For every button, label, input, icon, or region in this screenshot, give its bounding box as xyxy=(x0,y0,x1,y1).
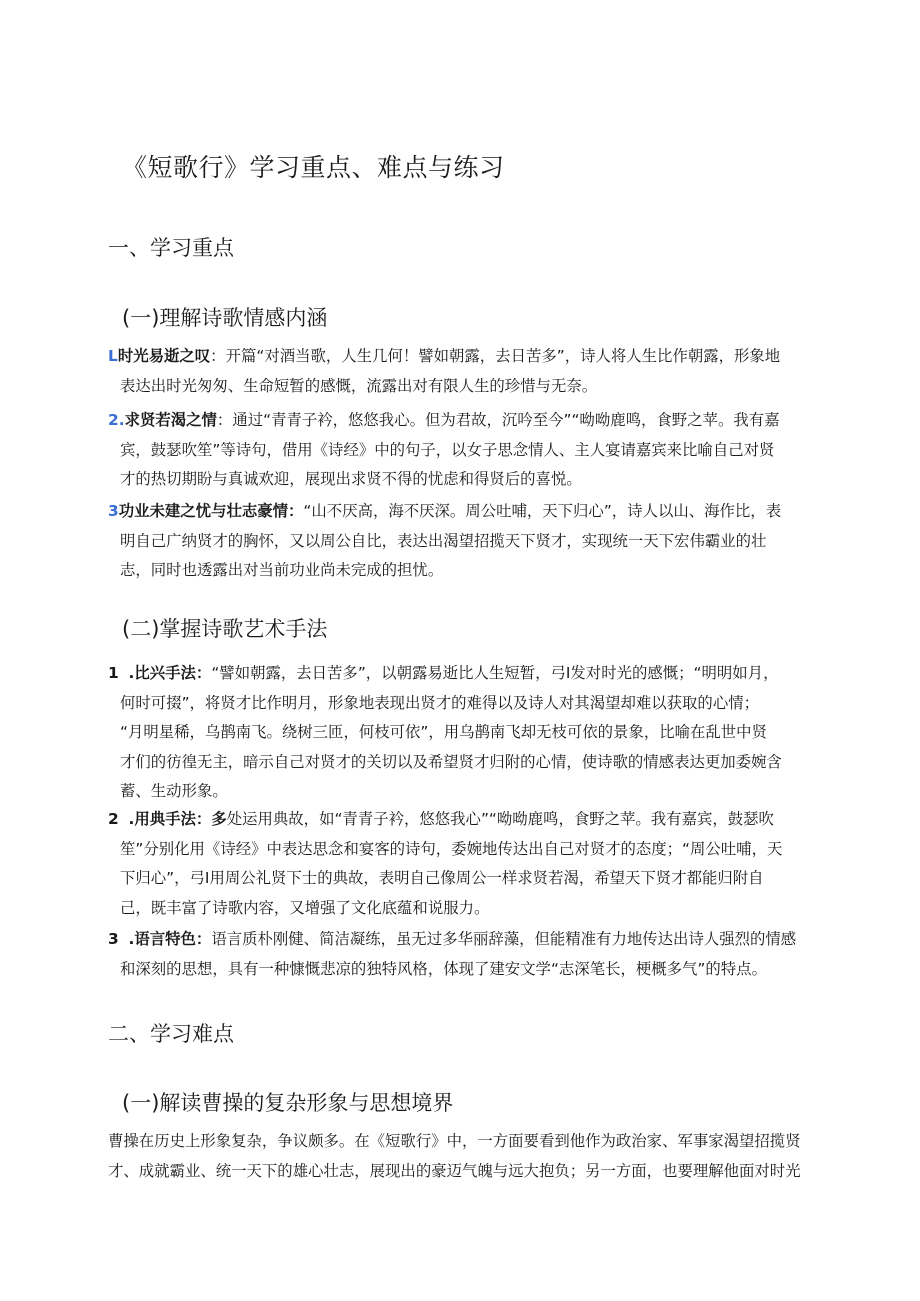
list-item xyxy=(108,497,808,586)
item-text: 笙”分别化用《诗经》中表达思念和宴客的诗句，委婉地传达出自己对贤才的态度；“周公吐哺，天 xyxy=(120,839,783,858)
item-text: 才的热切期盼与真诚欢迎，展现出求贤不得的忧虑和得贤后的喜悦。 xyxy=(120,470,582,488)
item-term: .用典手法：多 xyxy=(128,810,227,828)
item-number: 2 xyxy=(108,810,119,828)
item-text: 明自己广纳贤才的胸怀，又以周公自比，表达出渴望招揽天下贤才，实现统一天下宏伟霸业的壮 xyxy=(120,531,767,550)
item-number: 1 xyxy=(108,664,119,682)
item-text: 和深刻的思想，具有一种慷慨悲凉的独特风格，体现了建安文学“志深笔长，梗概多气”的特点。 xyxy=(120,959,767,978)
item-term: .语言特色： xyxy=(128,930,212,948)
section1-sub2-heading: (二)掌握诗歌艺术手法 xyxy=(122,617,328,641)
paragraph xyxy=(108,1127,818,1186)
paragraph-line: 才、成就霸业、统一天下的雄心壮志，展现出的豪迈气魄与远大抱负；另一方面，也要理解他面对时光 xyxy=(108,1161,801,1180)
list-item xyxy=(108,406,808,495)
section2-heading: 二、学习难点 xyxy=(108,1022,234,1046)
section1-heading: 一、学习重点 xyxy=(108,236,234,260)
item-number: 2. xyxy=(108,411,125,429)
item-number: 3 xyxy=(108,502,119,520)
item-text: 才们的彷徨无主，暗示自己对贤才的关切以及希望贤才归附的心情，使诗歌的情感表达更加委婉含 xyxy=(120,752,782,771)
item-number: 3 xyxy=(108,930,119,948)
list-item xyxy=(108,925,808,984)
item-text: 宾，鼓瑟吹笙”等诗句，借用《诗经》中的句子，以女子思念情人、主人宴请嘉宾来比喻自己对贤 xyxy=(120,440,775,459)
item-term: 时光易逝之叹 xyxy=(117,347,211,365)
item-text: 蓄、生动形象。 xyxy=(120,782,228,800)
item-term: 求贤若渴之情 xyxy=(124,411,217,429)
item-text: “月明星稀，乌鹊南飞。绕树三匝，何枝可依”，用乌鹊南飞却无枝可依的景象，比喻在乱世中贤 xyxy=(120,723,767,741)
list-item xyxy=(108,659,808,807)
section1-sub1-heading: (一)理解诗歌情感内涵 xyxy=(122,306,328,330)
page-title: 《短歌行》学习重点、难点与练习 xyxy=(122,153,505,182)
item-text: 志，同时也透露出对当前功业尚未完成的担忧。 xyxy=(120,561,444,579)
item-term: 功业未建之忧与壮志豪情： xyxy=(118,502,304,520)
item-text: 表达出时光匆匆、生命短暂的感慨，流露出对有限人生的珍惜与无奈。 xyxy=(120,376,598,395)
list-item xyxy=(108,342,808,401)
item-text: 处运用典故，如“青青子衿，悠悠我心”“呦呦鹿鸣，食野之苹。我有嘉宾，鼓瑟吹 xyxy=(226,810,774,828)
item-text: 己，既丰富了诗歌内容，又增强了文化底蕴和说服力。 xyxy=(120,898,490,917)
section2-sub1-heading: (一)解读曹操的复杂形象与思想境界 xyxy=(122,1091,454,1115)
item-text: ：开篇“对酒当歌，人生几何！譬如朝露，去日苦多”，诗人将人生比作朝露，形象地 xyxy=(210,347,781,365)
list-item xyxy=(108,805,808,923)
item-text: “譬如朝露，去日苦多”，以朝露易逝比人生短暂，弓I发对时光的感慨；“明明如月， xyxy=(211,664,779,682)
item-text: 下归心”，弓I用周公礼贤下士的典故，表明自己像周公一样求贤若渴，希望天下贤才都能归附自 xyxy=(120,869,764,887)
item-text: “山不厌高，海不厌深。周公吐哺，天下归心”，诗人以山、海作比，表 xyxy=(303,502,782,520)
item-text: ：通过“青青子衿，悠悠我心。但为君故，沉吟至今”“呦呦鹿鸣，食野之苹。我有嘉 xyxy=(216,411,780,429)
item-text: 语言质朴刚健、简洁凝练，虽无过多华丽辞藻，但能精准有力地传达出诗人强烈的情感 xyxy=(211,930,797,948)
item-term: .比兴手法： xyxy=(128,664,212,682)
item-text: 何时可掇”，将贤才比作明月，形象地表现出贤才的难得以及诗人对其渴望却难以获取的心情； xyxy=(120,693,759,712)
paragraph-line: 曹操在历史上形象复杂，争议颇多。在《短歌行》中，一方面要看到他作为政治家、军事家渴望招揽贤 xyxy=(108,1132,801,1150)
item-number: L xyxy=(108,347,118,365)
